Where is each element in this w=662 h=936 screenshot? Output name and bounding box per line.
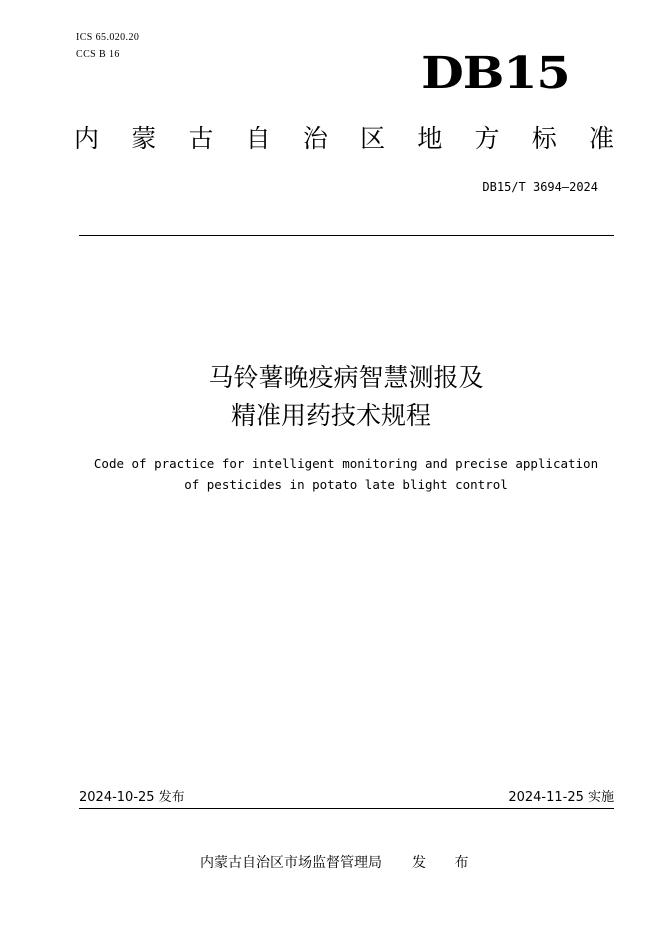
title-chinese-line-2: 精准用药技术规程 xyxy=(230,401,431,430)
title-english-line-2: of pesticides in potato late blight control xyxy=(184,477,508,492)
standard-type-char: 标 xyxy=(531,124,557,153)
effective-date: 2024-11-25 实施 xyxy=(508,790,614,805)
db15-logo: DB15 xyxy=(421,48,570,99)
issuer-line xyxy=(200,856,480,870)
top-divider xyxy=(79,235,614,236)
ccs-code: CCS B 16 xyxy=(76,49,120,60)
standard-type-char: 区 xyxy=(360,124,386,153)
title-english-line-1: Code of practice for intelligent monitoring and precise application xyxy=(93,456,599,471)
standard-type-char: 地 xyxy=(417,124,443,153)
standard-type-char: 自 xyxy=(245,124,271,153)
title-chinese-line-1: 马铃薯晚疫病智慧测报及 xyxy=(208,363,484,392)
standard-type-char: 蒙 xyxy=(131,124,157,153)
standard-type-char: 治 xyxy=(302,124,328,153)
release-label: 发 布 xyxy=(412,855,481,871)
bottom-divider xyxy=(79,808,614,809)
standard-type-char: 古 xyxy=(188,124,214,153)
issue-date: 2024-10-25 发布 xyxy=(79,790,185,805)
standard-number: DB15/T 3694—2024 xyxy=(482,180,598,194)
standard-type-char: 准 xyxy=(588,124,614,153)
standard-type-char: 方 xyxy=(474,124,500,153)
standard-type-heading xyxy=(74,126,614,151)
standard-type-char: 内 xyxy=(74,124,100,153)
ics-code: ICS 65.020.20 xyxy=(76,32,140,43)
issuing-authority: 内蒙古自治区市场监督管理局 xyxy=(200,855,382,871)
